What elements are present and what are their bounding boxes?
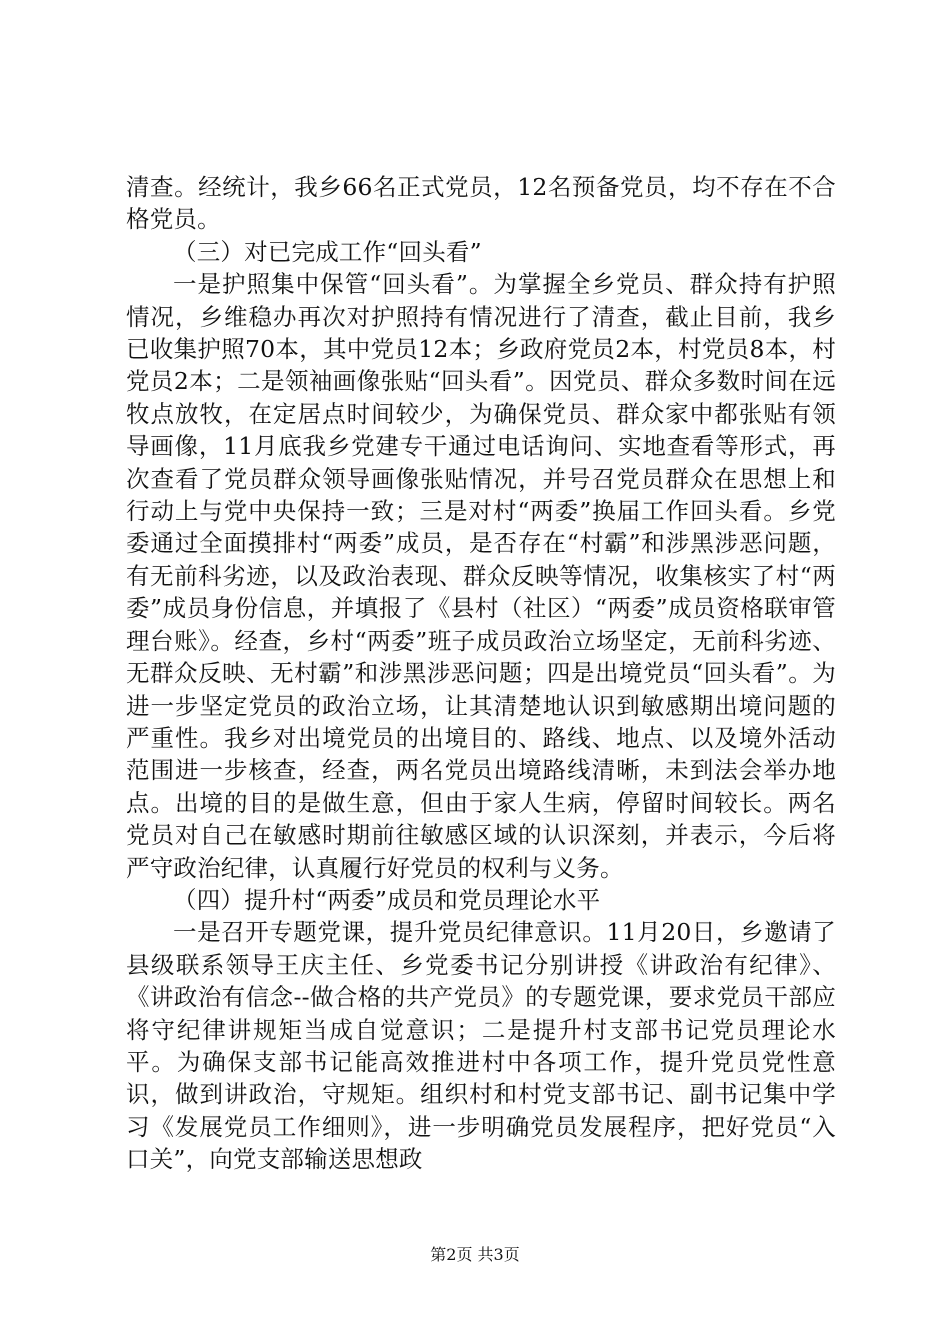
- paragraph-continuation: 清查。经统计，我乡66名正式党员，12名预备党员，均不存在不合格党员。: [126, 173, 836, 234]
- paragraph-theory: 一是召开专题党课，提升党员纪律意识。11月20日，乡邀请了县级联系领导王庆主任、乡党委书记分别讲授《讲政治有纪律》、《讲政治有信念--做合格的共产党员》的专题党课，要求党员干部应将守纪律讲规矩当成自觉意识；二是提升村支部书记党员理论水平。为确保支部书记能高效推进村中各项工作，提升党员党性意识，做到讲政治，守规矩。组织村和村党支部书记、副书记集中学习《发展党员工作细则》，进一步明确党员发展程序，把好党员“入口关”，向党支部输送思想政: [126, 918, 836, 1174]
- page-footer: 第2页 共3页: [430, 1245, 520, 1264]
- section-heading-3: （三）对已完成工作“回头看”: [173, 237, 482, 266]
- paragraph-review: 一是护照集中保管“回头看”。为掌握全乡党员、群众持有护照情况，乡维稳办再次对护照持有情况进行了清查，截止目前，我乡已收集护照70本，其中党员12本；乡政府党员2本，村党员8本，村党员2本；二是领袖画像张贴“回头看”。因党员、群众多数时间在远牧点放牧，在定居点时间较少，为确保党员、群众家中都张贴有领导画像，11月底我乡党建专干通过电话询问、实地查看等形式，再次查看了党员群众领导画像张贴情况，并号召党员群众在思想上和行动上与党中央保持一致；三是对村“两委”换届工作回头看。乡党委通过全面摸排村“两委”成员，是否存在“村霸”和涉黑涉恶问题，有无前科劣迹，以及政治表现、群众反映等情况，收集核实了村“两委”成员身份信息，并填报了《县村（社区）“两委”成员资格联审管理台账》。经查，乡村“两委”班子成员政治立场坚定，无前科劣迹、无群众反映、无村霸”和涉黑涉恶问题；四是出境党员“回头看”。为进一步坚定党员的政治立场，让其清楚地认识到敏感期出境问题的严重性。我乡对出境党员的出境目的、路线、地点、以及境外活动范围进一步核查，经查，两名党员出境路线清晰，未到法会举办地点。出境的目的是做生意，但由于家人生病，停留时间较长。两名党员对自己在敏感时期前往敏感区域的认识深刻，并表示，今后将严守政治纪律，认真履行好党员的权利与义务。: [126, 270, 836, 882]
- document-body: [126, 171, 836, 1176]
- section-heading-4: （四）提升村“两委”成员和党员理论水平: [173, 885, 601, 914]
